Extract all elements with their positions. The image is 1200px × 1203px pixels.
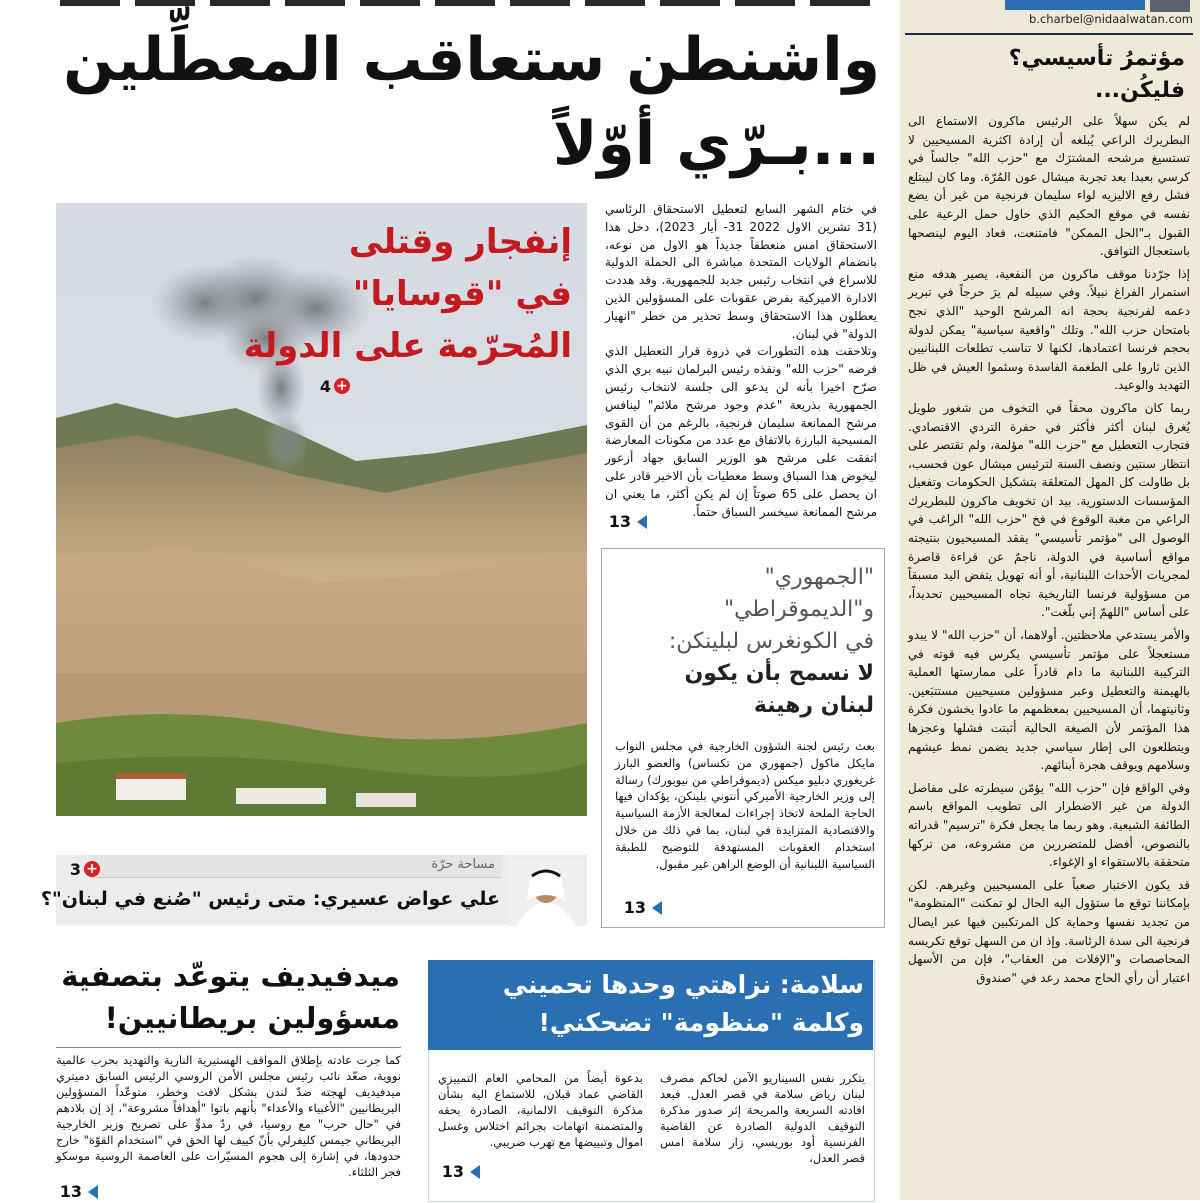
congress-title-bold-line: لا نسمح بأن يكون (684, 661, 874, 686)
lead-story-body (605, 201, 877, 519)
editorial-paragraph: ربما كان ماكرون محقاً في التخوف من شغور طويل يُغرق لبنان أكثر فأكثر في حفرة التردي الاقتصادي. فتجارب التعطيل مع "حزب الله" مؤلمة، ولم تقتصر على انتظار سنتين ونصف السنة لترئيس ميشال عون فحسب، بل طاولت كل المهل المتعلقة بتشكيل الحكومات وتفعيل المؤسسات الدستورية. بيد ان تخويف ماكرون للبطريرك الراعي من مغبة الوقوع في فخ "حزب الله" الراغب في الوصول الى "مؤتمر تأسيسي" يفقد المسيحيون بنتيجته مواقع أساسية في الدولة، ناجمٌ عن قراءة قاصرة لمجريات الأحداث اللبنانية، أو أنه تهويل يتفض اليد مسبقاً من مسؤولية فرنسا التاريخية تجاه المسيحيين تحديداً، على أساس "اللهمّ إني بلّغت". (908, 400, 1190, 620)
photo-story-title-line3[interactable]: المُحرّمة على الدولة (243, 326, 572, 366)
editorial-title-line1: مؤتمرُ تأسيسي؟ (1008, 46, 1185, 71)
salameh-paragraph: بدعوة أيضاً من المحامي العام التمييزي القاضي عماد قبلان، للاستماع اليه بشأن مذكرة التوقيف الالمانية، الصادرة بحقه والمتضمنة اتهامات بجرائم اختلاس وغسل اموال وتبييضها مع تهرب ضريبي. (438, 1071, 643, 1149)
editorial-paragraph: والأمر يستدعي ملاحظتين. أولاهما، أن "حزب الله" لا يبدو مستعجلاً على مؤتمر تأسيسي يكرس فيه قوته في التركيبة اللبنانية ما دام قادراً على ممارستها العملية بالهيمنة والتعطيل وعبر مسؤولين مسيحيين مستتبَعين. وثانيتهما، أن المسيحيين بمعظمهم ما عادوا يخشون فكرة هذا المؤتمر لأن الصيغة الحالية أثبتت فشلها وعجزها ويتطلعون الى إطار سياسي جديد يضمن نمط عيشهم وسلامهم ويوقف هجرة أبنائهم. (908, 628, 1190, 773)
congress-title-line: في الكونغرس لبلينكن: (668, 629, 874, 654)
congress-title-line: و"الديموقراطي" (723, 597, 874, 622)
main-headline-line1: واشنطن ستعاقب المعطِّلين (63, 25, 880, 95)
editorial-paragraph: وفي الواقع فإن "حزب الله" يؤمّن سيطرته على مفاصل الدولة من غير الاضطرار الى تطويب المواقع باسم الطائفة الشيعية. وهو ربما ما يجعل فكرة "ترسيم" قدراته بالنصوص، أفضل للمتضررين من مشروعه، من تركها متحققة بالاستقواء او الإغواء. (908, 780, 1190, 870)
salameh-title-line2: وكلمة "منظومة" تضحكني! (538, 1008, 864, 1037)
lead-story-paragraph: وتلاحقت هذه التطورات في ذروة قرار التعطيل الذي فرضه "حزب الله" ونفذه رئيس البرلمان نبيه بري الذي صرّح اخيرا بأنه لن يدعو الى جلسة لانتخاب رئيس الجمهورية بذريعة "عدم وجود مرشح ملائم" لينافس مرشح الممانعة سليمان فرنجية، بالرغم من أن القوى المسيحية البارزة بالاتفاق مع عدد من مكونات المعارضة اتفقت على مرشح هو الوزير السابق جهاد أزعور ليخوض هذا السباق وسط معطيات بأن الاخير قادر على ان يحصل على 65 صوتاً إن لم يكن أكثر، ما يعني ان مرشح الممانعة سيخسر السباق حتماً. (605, 344, 877, 519)
arrow-icon (637, 515, 647, 529)
lead-story-page-ref[interactable]: 13 (607, 512, 647, 533)
medvedev-paragraph: كما جرت عادته بإطلاق المواقف الهستيرية النارية والتهديد بحرب عالمية نووية، صعّد نائب رئيس مجلس الأمن الروسي الرئيس السابق دميتري ميدفيديف لهجته ضدّ لندن بشكل لافت وخطر، متوعّداً المسؤولين البريطانيين "الأغبياء والأعداء" بأنهم باتوا "أهدافاً مشروعة"، إذ إن بلادهم في "حال حرب" مع روسيا، في ردّ مدوٍّ على تصريح وزير الخارجية البريطاني جيمس كليفرلي بأنّ كييف لها الحق في "استخدام القوّة" خارج حدودها، في إشارة إلى هجوم المسيّرات على العاصمة الروسية موسكو فجر الثلثاء. (56, 1053, 401, 1179)
editorial-rule (905, 33, 1193, 47)
editorial-body (908, 112, 1190, 1200)
photo-story-title-line2[interactable]: في "قوسايا" (352, 274, 572, 314)
column-box-label: مساحة حرّة (431, 857, 495, 872)
congress-title-bold-line: لبنان رهينة (753, 693, 874, 718)
salameh-paragraph: يتكرر نفس السيناريو الآمن لحاكم مصرف لبنان رياض سلامة في قصر العدل. فبعد افادته السريعة والمريحة إثر صدور مذكرة التوقيف الدولية الصادرة عن القاضية الفرنسية أود بوريسي، زار سلامة امس قصر العدل، (660, 1071, 865, 1165)
topline-fragment (60, 0, 880, 10)
salameh-title-line1: سلامة: نزاهتي وحدها تحميني (502, 970, 864, 999)
medvedev-title-line2[interactable]: مسؤولين بريطانيين! (104, 1001, 400, 1035)
editorial-paragraph: لم يكن سهلاً على الرئيس ماكرون الاستماع الى البطريرك الراعي يُبلغه أن إرادة اكثرية المسيحيين لا تستسيغ مرشحه المشترَك مع "حزب الله" جالساً في كرسي بعبدا بعد تجربة ميشال عون المُرّة. وما كان ليبتلع فشل رفع الاليزيه لواء سليمان فرنجية من غير أن يضع نفسه في موقع الحكيم الذي حاول حمل الرعية على القبول بـ"الحل الممكن" فامتنعت، فعاد اليوم لينصحها باستعجال التوافق. (908, 114, 1190, 259)
plus-icon: + (84, 861, 100, 877)
medvedev-page-ref[interactable]: 13 (58, 1182, 98, 1203)
author-photo (1150, 0, 1190, 12)
congress-story-headline[interactable] (612, 562, 874, 722)
editorial-email[interactable]: b.charbel@nidaalwatan.com (1029, 12, 1193, 26)
arrow-icon (652, 901, 662, 915)
plus-icon: + (334, 378, 350, 394)
photo-story-page-ref[interactable]: + 4 (310, 375, 350, 396)
arrow-icon (88, 1185, 98, 1199)
medvedev-rule (56, 1047, 401, 1048)
congress-story-paragraph: بعث رئيس لجنة الشؤون الخارجية في مجلس النواب مايكل ماكول (جمهوري من تكساس) والعضو البارز غريغوري دبليو ميكس (ديموقراطي من نيويورك) رسالة إلى وزير الخارجية الأميركي أنتوني بلينكن، يؤكدان فيها الحاجة الملحة لاتخاذ إجراءات لمعالجة الأزمة السياسية والاقتصادية المتزايدة في لبنان، بما في ذلك من خلال استخدام العقوبات المستهدفة للتوضيح للطبقة السياسية اللبنانية أن الوضع الراهن غير مقبول. (615, 739, 875, 871)
congress-title-line: "الجمهوري" (764, 565, 874, 590)
congress-story-page-ref[interactable]: 13 (622, 898, 662, 919)
salameh-page-ref[interactable]: 13 (440, 1162, 480, 1183)
medvedev-body (56, 1052, 401, 1180)
editorial-paragraph: إذا جرّدنا موقف ماكرون من النفعية، يصير هدفه منع استمرار الفراغ نبيلاً. وفي سبيله لم يرَ حرجاً في تبرير دعمه لفرنجية بحجة انه المرشح الوحيد "الذي نجح بامتحان حزب الله". وتلك "واقعية سياسية" يمكن لدولة بحجم فرنسا اعتمادها، لكنها لا تناسب تطلعات اللبنانيين الذين ثاروا على الطغمة الفاسدة وسئموا العيش في ظل التهديد والوعيد. (908, 266, 1190, 393)
editorial-author-strip (1005, 0, 1145, 10)
arrow-icon (470, 1165, 480, 1179)
columnist-portrait (508, 858, 584, 926)
column-box-title: علي عواض عسيري: متى رئيس "صُنع في لبنان"؟ (40, 888, 500, 910)
column-box-page-ref[interactable]: + 3 (60, 858, 100, 879)
medvedev-title-line1[interactable]: ميدفيديف يتوعّد بتصفية (61, 959, 400, 993)
main-headline-line2: ...بـرّي أوّلاً (552, 109, 880, 179)
salameh-col-right (660, 1070, 865, 1180)
editorial-title-line2: فليكُن... (1094, 78, 1185, 103)
editorial-paragraph: قد يكون الاختبار صعباً على المسيحيين وغيرهم. لكن بإمكاننا توقع ما ستؤول اليه الحال لو تمكنت "المنظومة" من تجديد نفسها وحماية كل المرتكبين فيها عبر ايصال فرنجية الى سدة الرئاسة. وإذ ان من السهل توقع تكريسه المحاصصات و"الإفلات من العقاب"، فإن من الأسهل اعتبار أن رأي الحاج محمد رعد في "صندوق (908, 877, 1190, 985)
photo-story-title-line1[interactable]: إنفجار وقتلى (348, 222, 572, 262)
lead-story-paragraph: في ختام الشهر السابع لتعطيل الاستحقاق الرئاسي (31 تشرين الاول 2022 31- أيار 2023)، دخل هذا الاستحقاق امس منعطفاً جديداً هو الاول من نوعه، بانضمام الولايات المتحدة مباشرة الى الحملة الدولية للاسراع في انتخاب رئيس جديد للجمهورية. وقد هددت الادارة الاميركية بفرض عقوبات على المسؤولين الذين يعطلون هذا الاستحقاق وسط تحذير من خطر "انهيار الدولة" في لبنان. (605, 202, 877, 341)
congress-story-body (615, 738, 875, 888)
